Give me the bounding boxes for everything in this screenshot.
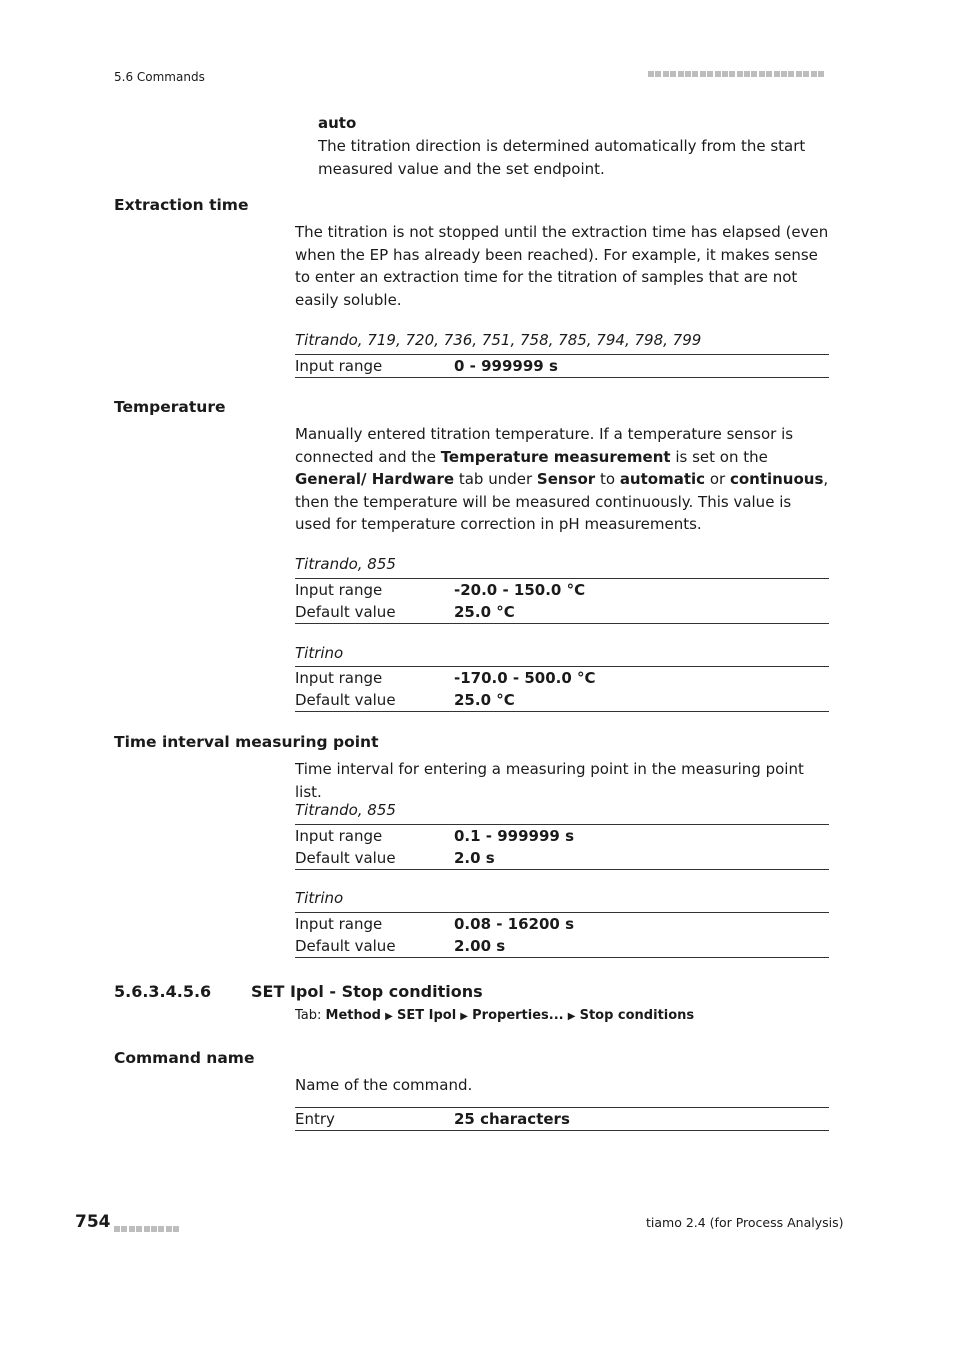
parameter-title-time-interval: Time interval measuring point (114, 733, 379, 751)
row-key: Input range (295, 915, 383, 933)
row-value: 2.0 s (454, 849, 495, 867)
option-title-auto: auto (318, 114, 357, 132)
range-table (295, 354, 829, 378)
decorative-square (166, 1226, 172, 1232)
text-bold: General/ Hardware (295, 470, 455, 488)
decorative-square (751, 71, 757, 77)
decorative-square (670, 71, 676, 77)
text-span: , then the temperature will be measured continuously. This value is used for temperature correction in pH measurements. (295, 470, 829, 533)
tab-method: Method (325, 1008, 381, 1023)
text-span: Manually entered titration temperature. If a temperature sensor is connected and the (295, 425, 794, 466)
tab-setipol: SET Ipol (396, 1008, 457, 1023)
decorative-square (707, 71, 713, 77)
decorative-square (692, 71, 698, 77)
decorative-square (759, 71, 765, 77)
decorative-square (678, 71, 684, 77)
text-bold: continuous (729, 470, 824, 488)
decorative-square (715, 71, 721, 77)
decorative-square (648, 71, 654, 77)
row-key: Input range (295, 669, 383, 687)
device-heading: Titrando, 855 (295, 801, 396, 819)
row-value: -170.0 - 500.0 °C (454, 669, 596, 687)
row-key: Input range (295, 581, 383, 599)
row-key: Default value (295, 603, 396, 621)
row-value: 0 - 999999 s (454, 357, 558, 375)
table-row (295, 825, 829, 847)
decorative-square (655, 71, 661, 77)
footer-product: tiamo 2.4 (for Process Analysis) (646, 1215, 844, 1230)
decorative-square (136, 1226, 142, 1232)
decorative-square (818, 71, 824, 77)
decorative-square (796, 71, 802, 77)
footer-decoration (114, 1217, 181, 1236)
tab-stop-conditions: Stop conditions (579, 1008, 695, 1023)
table-row (295, 689, 829, 711)
table-row (295, 913, 829, 935)
device-heading: Titrino (295, 889, 344, 907)
arrow-right-icon: ▶ (460, 1011, 468, 1022)
row-value: 25.0 °C (454, 603, 515, 621)
decorative-square (158, 1226, 164, 1232)
row-key: Input range (295, 357, 383, 375)
text-span: tab under (454, 470, 537, 488)
temperature-description (295, 423, 829, 536)
decorative-square (729, 71, 735, 77)
option-description-auto: The titration direction is determined automatically from the start measured value and the set endpoint. (318, 137, 806, 178)
extraction-time-description: The titration is not stopped until the extraction time has elapsed (even when the EP has already been reached). For example, it makes sense to enter an extraction time for the titration of samples that are not easily soluble. (295, 223, 829, 309)
row-value: 25 characters (454, 1110, 570, 1128)
decorative-square (744, 71, 750, 77)
decorative-square (781, 71, 787, 77)
text-span: to (595, 470, 620, 488)
decorative-square (114, 1226, 120, 1232)
text-bold: Temperature measurement (440, 447, 671, 466)
table-row (295, 847, 829, 869)
device-heading: Titrando, 719, 720, 736, 751, 758, 785, 794, 798, 799 (295, 331, 702, 349)
table-row (295, 355, 829, 377)
row-value: 0.1 - 999999 s (454, 827, 575, 845)
device-heading: Titrino (295, 644, 344, 662)
tab-path (295, 1008, 694, 1023)
decorative-square (774, 71, 780, 77)
decorative-square (766, 71, 772, 77)
table-row (295, 579, 829, 601)
parameter-title-extraction-time: Extraction time (114, 196, 249, 214)
row-value: 0.08 - 16200 s (454, 915, 575, 933)
row-key: Default value (295, 691, 396, 709)
command-name-description: Name of the command. (295, 1076, 473, 1094)
arrow-right-icon: ▶ (567, 1011, 576, 1022)
range-table (295, 578, 829, 624)
text-bold: Sensor (536, 470, 596, 488)
tab-properties: Properties... (472, 1008, 564, 1023)
tab-prefix: Tab: (295, 1008, 326, 1023)
decorative-square (788, 71, 794, 77)
decorative-square (700, 71, 706, 77)
row-value: -20.0 - 150.0 °C (454, 581, 586, 599)
decorative-square (722, 71, 728, 77)
row-key: Entry (295, 1110, 335, 1128)
decorative-square (144, 1226, 150, 1232)
row-value: 25.0 °C (454, 691, 515, 709)
parameter-title-command-name: Command name (114, 1049, 255, 1067)
decorative-square (121, 1226, 127, 1232)
row-value: 2.00 s (454, 937, 506, 955)
range-table (295, 912, 829, 958)
text-span: or (705, 470, 730, 488)
arrow-right-icon: ▶ (385, 1011, 393, 1022)
device-heading: Titrando, 855 (295, 555, 396, 573)
decorative-square (151, 1226, 157, 1232)
decorative-square (811, 71, 817, 77)
text-bold: automatic (619, 470, 706, 488)
range-table (295, 1107, 829, 1131)
table-row (295, 1108, 829, 1130)
decorative-square (663, 71, 669, 77)
page-number: 754 (75, 1212, 111, 1232)
parameter-title-temperature: Temperature (114, 398, 226, 416)
row-key: Default value (295, 937, 396, 955)
time-interval-description: Time interval for entering a measuring point in the measuring point list. (295, 760, 804, 801)
table-row (295, 601, 829, 623)
table-row (295, 935, 829, 957)
subsection-number: 5.6.3.4.5.6 (114, 982, 212, 1001)
subsection-title: SET Ipol - Stop conditions (251, 982, 483, 1001)
range-table (295, 824, 829, 870)
decorative-square (803, 71, 809, 77)
header-decoration (648, 70, 829, 80)
text-span: is set on the (670, 447, 768, 466)
decorative-square (129, 1226, 135, 1232)
range-table (295, 666, 829, 712)
row-key: Input range (295, 827, 383, 845)
decorative-square (737, 71, 743, 77)
decorative-square (173, 1226, 179, 1232)
decorative-square (685, 71, 691, 77)
running-header-section: 5.6 Commands (114, 70, 205, 84)
table-row (295, 667, 829, 689)
row-key: Default value (295, 849, 396, 867)
